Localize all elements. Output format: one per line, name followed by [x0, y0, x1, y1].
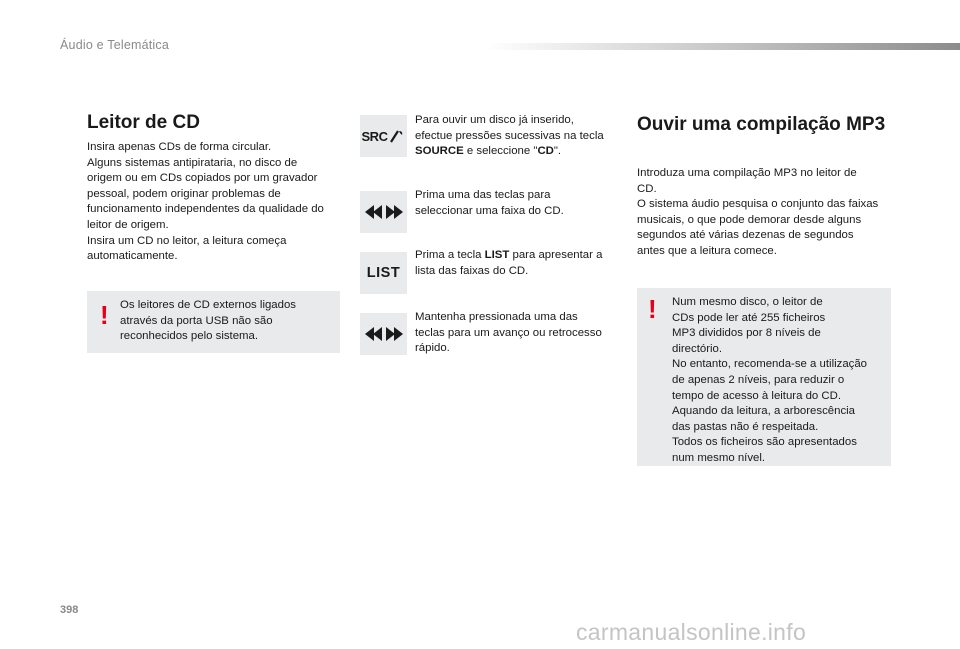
watermark: carmanualsonline.info [576, 619, 807, 645]
text-line: Todos os ficheiros são apresentados [672, 436, 857, 449]
text-line: pessoal, podem originar problemas de [87, 187, 281, 200]
text-line: Alguns sistemas antipirataria, no disco de [87, 156, 298, 169]
section-header: Áudio e Telemática [60, 38, 169, 52]
text-line: Introduza uma compilação MP3 no leitor de [637, 167, 857, 179]
list-key-box [360, 252, 407, 294]
text-line: antes que a leitura comece. [637, 244, 777, 257]
prev-next-arrows-icon [364, 205, 404, 219]
text-line: funcionamento independentes da qualidade do [87, 203, 324, 216]
text-line: automaticamente. [87, 250, 178, 263]
right-body-text [637, 166, 878, 260]
warning-exclamation-icon: ! [648, 294, 657, 324]
header-gradient-bar [485, 43, 960, 50]
right-section-title: Ouvir uma compilação MP3 [637, 114, 886, 135]
step-source-text: Para ouvir um disco já inserido, efectue pressões sucessivas na tecla SOURCE e seleccione "CD". [415, 114, 604, 158]
left-note-text [120, 298, 296, 345]
text-line: Aquando da leitura, a arborescência [672, 405, 856, 418]
text-line: O sistema áudio pesquisa o conjunto das faixas [637, 198, 879, 211]
text-line: através da porta USB não são [120, 314, 273, 327]
text-line: de apenas 2 níveis, para reduzir o [672, 373, 845, 386]
text-line: das pastas não é respeitada. [672, 420, 819, 433]
text-line: tempo de acesso à leitura do CD. [672, 389, 842, 402]
text-line: num mesmo nível. [672, 451, 766, 464]
text-line: Insira apenas CDs de forma circular. [87, 141, 272, 153]
left-note-box [87, 291, 340, 353]
text-line: CD. [637, 182, 657, 195]
text-line: musicais, o que pode demorar desde alguns [637, 213, 862, 226]
step-track-select-text: Prima uma das teclas para seleccionar uma faixa do CD. [415, 189, 564, 217]
text-line: No entanto, recomenda-se a utilização [672, 358, 868, 371]
text-line: CDs pode ler até 255 ficheiros [672, 311, 826, 324]
step-list-text: Prima a tecla LIST para apresentar a lista das faixas do CD. [415, 249, 603, 277]
left-body-text [87, 140, 324, 265]
fast-seek-keys-box [360, 313, 407, 355]
step-fast-seek-text: Mantenha pressionada uma das teclas para um avanço ou retrocesso rápido. [415, 311, 602, 355]
text-line: Os leitores de CD externos ligados [120, 299, 297, 311]
list-key-icon: LIST [366, 265, 401, 281]
text-line: origem ou em CDs copiados por um gravador [87, 172, 318, 185]
fast-forward-rewind-icon [364, 327, 404, 341]
src-key-box [360, 115, 407, 157]
left-section-title: Leitor de CD [87, 112, 200, 133]
text-line: Num mesmo disco, o leitor de [672, 296, 823, 308]
right-note-text [672, 295, 867, 467]
text-line: MP3 divididos por 8 níveis de [672, 327, 821, 340]
right-note-box [637, 288, 891, 466]
track-keys-box [360, 191, 407, 233]
text-line: directório. [672, 342, 723, 355]
src-key-icon: SRC [362, 128, 406, 144]
text-line: Insira um CD no leitor, a leitura começa [87, 234, 287, 247]
page-number: 398 [60, 604, 79, 616]
text-line: leitor de origem. [87, 218, 169, 231]
text-line: reconhecidos pelo sistema. [120, 330, 259, 343]
warning-exclamation-icon: ! [100, 300, 109, 330]
text-line: segundos até várias dezenas de segundos [637, 229, 854, 242]
